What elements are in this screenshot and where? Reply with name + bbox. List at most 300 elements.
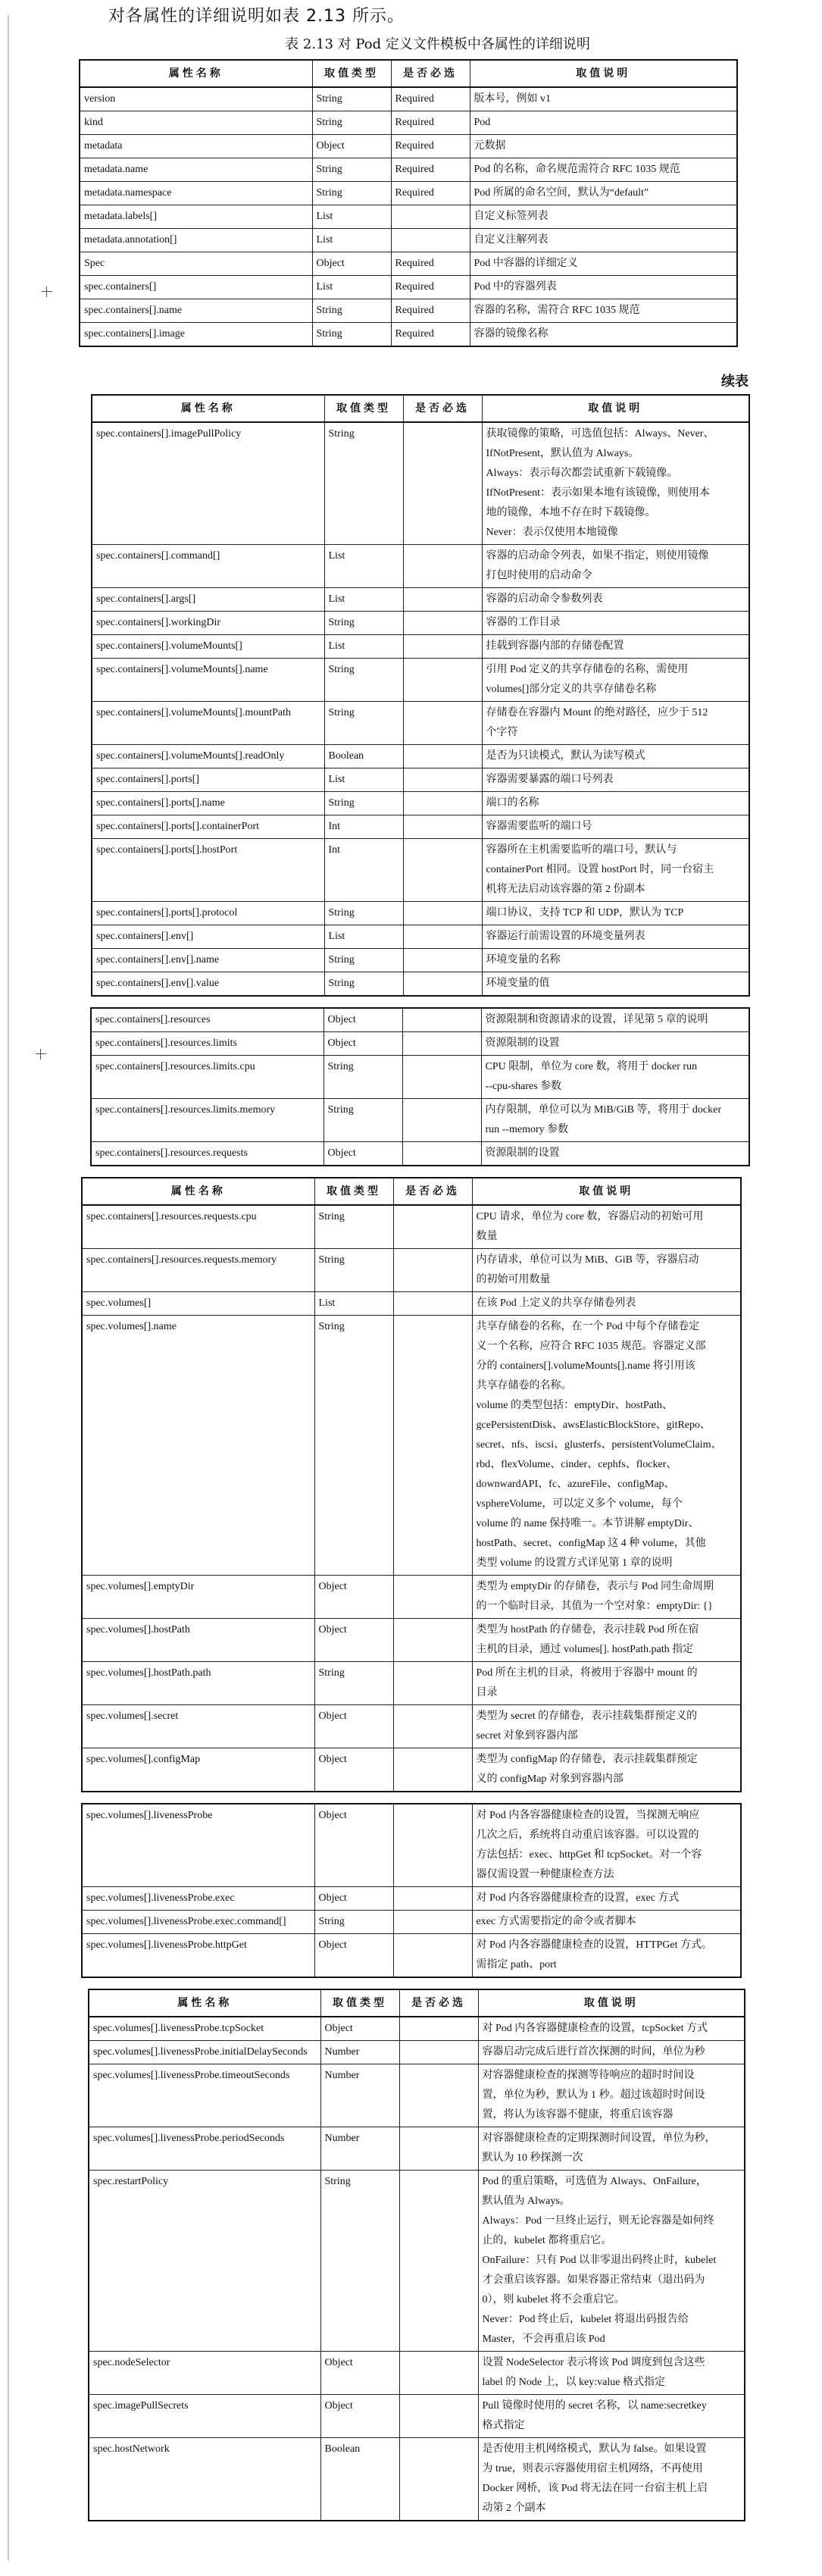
description-line: 环境变量的名称: [486, 954, 561, 966]
header-required: 是否必选: [391, 60, 470, 87]
value-description: [482, 972, 749, 997]
crosshair-mark-icon: [36, 1049, 46, 1060]
description-line: 为 true，则表示容器使用宿主机网络，不再使用: [482, 2463, 703, 2474]
description-line: 类型为 emptyDir 的存储卷，表示与 Pod 同生命周期: [476, 1581, 714, 1592]
required-flag: [393, 1619, 472, 1662]
description-line: 挂载到容器内部的存储卷配置: [486, 640, 624, 652]
description-line: Pod 所在主机的目录，将被用于容器中 mount 的: [476, 1667, 698, 1679]
value-description: [482, 745, 749, 768]
value-type: String: [312, 87, 391, 111]
description-line: 几次之后，系统将自动重启该容器。可以设置的: [476, 1829, 699, 1841]
value-type: String: [324, 949, 403, 972]
table-row: [92, 545, 749, 588]
table-row: [82, 1887, 741, 1911]
table-row: [89, 2064, 745, 2127]
property-name: metadata: [80, 135, 312, 158]
required-flag: [393, 1748, 472, 1792]
required-flag: Required: [391, 323, 470, 347]
required-flag: [403, 635, 482, 659]
description-line: Pod 的名称，命名规范需符合 RFC 1035 规范: [474, 164, 680, 175]
property-name: spec.volumes[]: [82, 1292, 314, 1316]
value-description: [482, 815, 749, 839]
required-flag: [393, 1205, 472, 1249]
table-row: [82, 1705, 741, 1748]
required-flag: [399, 2041, 478, 2064]
description-line: 置，单位为秒，默认为 1 秒。超过该超时时间设: [482, 2089, 705, 2101]
value-type: String: [324, 792, 403, 815]
required-flag: [403, 702, 482, 745]
table-row: [82, 1249, 741, 1292]
description-line: 对 Pod 内各容器健康检查的设置，HTTPGet 方式。: [476, 1939, 712, 1951]
description-line: run --memory 参数: [485, 1124, 569, 1135]
description-line: 容器启动完成后进行首次探测的时间，单位为秒: [482, 2046, 705, 2058]
value-description: [482, 949, 749, 972]
description-line: 的一个临时目录，其值为一个空对象：emptyDir: {}: [476, 1601, 713, 1612]
value-description: [470, 87, 737, 111]
description-line: 格式指定: [482, 2420, 525, 2431]
description-line: containerPort 相同。设置 hostPort 时，同一台宿主: [486, 864, 714, 875]
table-row: [92, 949, 749, 972]
value-type: String: [324, 659, 403, 702]
description-line: 目录: [476, 1687, 498, 1698]
value-description: [470, 276, 737, 299]
description-line: volume 的 name 保持唯一。本节讲解 emptyDir、: [476, 1518, 699, 1529]
table-row: [92, 925, 749, 949]
property-name: spec.containers[].ports[].hostPort: [92, 839, 324, 902]
required-flag: Required: [391, 158, 470, 182]
table-row: [92, 745, 749, 768]
description-line: CPU 限制，单位为 core 数，将用于 docker run: [485, 1061, 698, 1072]
required-flag: [402, 1008, 481, 1032]
table-row: [82, 1619, 741, 1662]
table-row: [92, 422, 749, 545]
value-type: String: [320, 2171, 399, 2352]
table-row: [89, 2352, 745, 2395]
property-table: [79, 59, 738, 347]
value-description: [472, 1619, 741, 1662]
header-property-name: 属性名称: [92, 395, 324, 422]
description-line: Docker 网桥，该 Pod 将无法在同一台宿主机上启: [482, 2483, 708, 2494]
property-name: spec.nodeSelector: [89, 2352, 320, 2395]
value-description: [478, 2171, 745, 2352]
property-name: spec.volumes[].livenessProbe.httpGet: [82, 1934, 314, 1978]
description-line: 自定义标签列表: [474, 211, 549, 222]
value-description: [478, 2127, 745, 2171]
value-description: [478, 2352, 745, 2395]
value-type: Int: [324, 815, 403, 839]
table-block: [0, 1177, 822, 1792]
value-type: Object: [323, 1142, 402, 1166]
table-caption: 表 2.13 对 Pod 定义文件模板中各属性的详细说明: [285, 36, 590, 52]
table-row: [80, 87, 737, 111]
property-name: Spec: [80, 252, 312, 276]
header-value-desc: 取值说明: [478, 1989, 745, 2017]
description-line: hostPath、secret、configMap 这 4 种 volume，其他: [476, 1538, 706, 1549]
required-flag: [393, 1662, 472, 1705]
table-row: [92, 588, 749, 612]
property-name: spec.containers[].ports[].protocol: [92, 902, 324, 925]
property-table: [81, 1803, 742, 1978]
value-description: [482, 768, 749, 792]
value-description: [482, 545, 749, 588]
required-flag: [391, 229, 470, 252]
table-row: [89, 2041, 745, 2064]
header-required: 是否必选: [403, 395, 482, 422]
value-description: [478, 2438, 745, 2521]
description-line: 义一个名称，应符合 RFC 1035 规范。容器定义部: [476, 1341, 706, 1352]
description-line: 端口的名称: [486, 797, 539, 809]
description-line: 共享存储卷的名称，在一个 Pod 中每个存储卷定: [476, 1321, 700, 1332]
property-name: spec.containers[].resources.requests.cpu: [82, 1205, 314, 1249]
value-description: [481, 1056, 749, 1099]
table-header-row: [82, 1178, 741, 1205]
table-row: [82, 1748, 741, 1792]
value-description: [481, 1032, 749, 1056]
required-flag: Required: [391, 111, 470, 135]
value-type: String: [324, 902, 403, 925]
description-line: 内存限制，单位可以为 MiB/GiB 等，将用于 docker: [485, 1104, 721, 1116]
value-type: Object: [323, 1032, 402, 1056]
value-description: [472, 1205, 741, 1249]
description-line: 端口协议，支持 TCP 和 UDP，默认为 TCP: [486, 907, 684, 919]
required-flag: [402, 1056, 481, 1099]
description-line: 获取镜像的策略，可选值包括：Always、Never、: [486, 428, 714, 440]
value-description: [470, 205, 737, 229]
value-description: [472, 1748, 741, 1792]
description-line: Never：表示仅使用本地镜像: [486, 527, 618, 538]
value-type: List: [324, 768, 403, 792]
value-description: [470, 135, 737, 158]
value-type: Object: [323, 1008, 402, 1032]
value-type: String: [312, 182, 391, 205]
table-row: [82, 1934, 741, 1978]
table-row: [92, 635, 749, 659]
description-line: volume 的类型包括：emptyDir、hostPath、: [476, 1400, 673, 1411]
value-description: [482, 659, 749, 702]
property-name: spec.containers[].env[]: [92, 925, 324, 949]
required-flag: Required: [391, 182, 470, 205]
table-row: [82, 1804, 741, 1887]
description-line: secret 对象到容器内部: [476, 1730, 578, 1742]
description-line: 容器的镜像名称: [474, 328, 549, 340]
required-flag: Required: [391, 87, 470, 111]
table-block: [0, 59, 822, 347]
table-row: [82, 1576, 741, 1619]
property-name: spec.hostNetwork: [89, 2438, 320, 2521]
value-type: String: [314, 1911, 393, 1934]
description-line: gcePersistentDisk、awsElasticBlockStore、gitRepo、: [476, 1419, 711, 1431]
description-line: 对 Pod 内各容器健康检查的设置，tcpSocket 方式: [482, 2023, 708, 2034]
header-required: 是否必选: [399, 1989, 478, 2017]
required-flag: [391, 205, 470, 229]
description-line: 容器需要监听的端口号: [486, 821, 592, 832]
value-description: [472, 1911, 741, 1934]
table-row: [89, 2127, 745, 2171]
description-line: 方法包括：exec、httpGet 和 tcpSocket。对一个容: [476, 1849, 702, 1861]
description-line: 是否使用主机网络模式，默认为 false。如果设置: [482, 2443, 707, 2455]
property-name: version: [80, 87, 312, 111]
required-flag: [403, 902, 482, 925]
required-flag: [399, 2064, 478, 2127]
value-description: [482, 839, 749, 902]
description-line: label 的 Node 上，以 key:value 格式指定: [482, 2377, 665, 2388]
property-name: metadata.labels[]: [80, 205, 312, 229]
description-line: 资源限制和资源请求的设置，详见第 5 章的说明: [485, 1014, 708, 1025]
description-line: 需指定 path、port: [476, 1959, 557, 1970]
table-block: [0, 1007, 822, 1166]
required-flag: [393, 1911, 472, 1934]
value-type: String: [323, 1099, 402, 1142]
required-flag: [399, 2352, 478, 2395]
table-row: [82, 1911, 741, 1934]
description-line: 容器运行前需设置的环境变量列表: [486, 931, 645, 942]
table-header-row: [89, 1989, 745, 2017]
property-name: spec.containers[].resources.requests.memory: [82, 1249, 314, 1292]
value-type: List: [312, 205, 391, 229]
required-flag: [393, 1249, 472, 1292]
table-row: [92, 768, 749, 792]
table-row: [80, 182, 737, 205]
description-line: 打包时使用的启动命令: [486, 570, 592, 581]
description-line: --cpu-shares 参数: [485, 1081, 562, 1092]
property-name: spec.volumes[].name: [82, 1316, 314, 1576]
description-line: Pod 的重启策略，可选值为 Always、OnFailure，: [482, 2176, 707, 2187]
value-description: [472, 1934, 741, 1978]
property-name: spec.restartPolicy: [89, 2171, 320, 2352]
header-value-type: 取值类型: [314, 1178, 393, 1205]
header-value-type: 取值类型: [320, 1989, 399, 2017]
description-line: 个字符: [486, 727, 518, 738]
value-type: String: [324, 972, 403, 997]
description-line: Pod 中容器的详细定义: [474, 258, 578, 269]
value-type: List: [312, 276, 391, 299]
property-name: spec.containers[].resources.limits.memory: [91, 1099, 323, 1142]
intro-text: 对各属性的详细说明如表 2.13 所示。: [108, 7, 405, 26]
property-name: metadata.name: [80, 158, 312, 182]
value-description: [472, 1292, 741, 1316]
value-type: List: [324, 545, 403, 588]
property-name: spec.containers[].volumeMounts[].readOnly: [92, 745, 324, 768]
required-flag: [393, 1934, 472, 1978]
value-type: Int: [324, 839, 403, 902]
description-line: Never：Pod 终止后，kubelet 将退出码报告给: [482, 2314, 689, 2325]
value-type: String: [324, 612, 403, 635]
property-name: spec.containers[].image: [80, 323, 312, 347]
value-description: [481, 1008, 749, 1032]
required-flag: [402, 1142, 481, 1166]
description-line: 对容器健康检查的探测等待响应的超时时间设: [482, 2070, 695, 2081]
value-description: [472, 1316, 741, 1576]
description-line: 类型为 configMap 的存储卷，表示挂载集群预定: [476, 1754, 698, 1765]
table-row: [89, 2438, 745, 2521]
continued-row: [0, 370, 749, 394]
value-type: Object: [314, 1619, 393, 1662]
table-row: [91, 1056, 749, 1099]
table-block: [0, 370, 822, 997]
table-row: [80, 323, 737, 347]
required-flag: Required: [391, 252, 470, 276]
description-line: 类型为 hostPath 的存储卷，表示挂载 Pod 所在宿: [476, 1624, 699, 1635]
required-flag: [393, 1316, 472, 1576]
value-description: [470, 158, 737, 182]
required-flag: [403, 768, 482, 792]
value-type: Object: [314, 1576, 393, 1619]
property-name: spec.volumes[].livenessProbe.timeoutSeconds: [89, 2064, 320, 2127]
value-type: Number: [320, 2064, 399, 2127]
description-line: 动第 2 个副本: [482, 2502, 546, 2514]
property-name: spec.containers[].volumeMounts[]: [92, 635, 324, 659]
value-type: Boolean: [324, 745, 403, 768]
description-line: 是否为只读模式，默认为读写模式: [486, 750, 645, 762]
value-type: String: [314, 1205, 393, 1249]
header-value-desc: 取值说明: [482, 395, 749, 422]
table-row: [92, 702, 749, 745]
value-description: [470, 182, 737, 205]
description-line: 内存请求，单位可以为 MiB、GiB 等，容器启动: [476, 1254, 699, 1266]
required-flag: [403, 792, 482, 815]
table-row: [92, 659, 749, 702]
property-name: metadata.annotation[]: [80, 229, 312, 252]
value-type: Object: [312, 252, 391, 276]
value-type: String: [314, 1249, 393, 1292]
property-table: [91, 394, 750, 997]
crosshair-mark-icon: [42, 286, 52, 297]
property-name: kind: [80, 111, 312, 135]
value-type: Object: [314, 1887, 393, 1911]
value-type: Object: [314, 1804, 393, 1887]
value-description: [478, 2395, 745, 2438]
header-property-name: 属性名称: [80, 60, 312, 87]
description-line: 元数据: [474, 140, 506, 152]
header-value-desc: 取值说明: [472, 1178, 741, 1205]
value-description: [482, 588, 749, 612]
property-name: spec.containers[].env[].name: [92, 949, 324, 972]
table-row: [89, 2171, 745, 2352]
description-line: 类型为 secret 的存储卷，表示挂载集群预定义的: [476, 1711, 698, 1722]
required-flag: [402, 1032, 481, 1056]
description-line: 默认值为 Always。: [482, 2196, 570, 2207]
property-name: spec.volumes[].livenessProbe.exec.command[]: [82, 1911, 314, 1934]
description-line: 器仅需设置一种健康检查方法: [476, 1869, 614, 1880]
required-flag: [402, 1099, 481, 1142]
description-line: 置，将认为该容器不健康，将重启该容器: [482, 2109, 674, 2121]
description-line: volumes[]部分定义的共享存储卷名称: [486, 684, 657, 695]
value-description: [478, 2041, 745, 2064]
description-line: Pod: [474, 117, 491, 128]
required-flag: [393, 1292, 472, 1316]
description-line: IfNotPresent：表示如果本地有该镜像，则使用本: [486, 487, 711, 499]
value-description: [470, 299, 737, 323]
description-line: 容器的工作目录: [486, 617, 561, 628]
table-block: [0, 1803, 822, 1978]
value-description: [470, 323, 737, 347]
table-row: [82, 1292, 741, 1316]
description-line: 版本号，例如 v1: [474, 93, 551, 105]
required-flag: [403, 972, 482, 997]
property-name: spec.containers[].volumeMounts[].name: [92, 659, 324, 702]
continued-label: 续表: [721, 374, 749, 390]
property-name: spec.imagePullSecrets: [89, 2395, 320, 2438]
table-header-row: [80, 60, 737, 87]
table-row: [92, 792, 749, 815]
value-type: Object: [320, 2017, 399, 2041]
property-name: spec.containers[].resources.limits.cpu: [91, 1056, 323, 1099]
table-row: [80, 252, 737, 276]
table-row: [92, 815, 749, 839]
property-name: spec.containers[].env[].value: [92, 972, 324, 997]
value-type: String: [314, 1662, 393, 1705]
description-line: secret、nfs、iscsi、glusterfs、persistentVolumeClaim、: [476, 1439, 722, 1451]
description-line: IfNotPresent，默认值为 Always。: [486, 448, 639, 459]
description-line: 对容器健康检查的定期探测时间设置，单位为秒，: [482, 2133, 716, 2144]
table-row: [80, 158, 737, 182]
property-name: spec.containers[]: [80, 276, 312, 299]
table-row: [80, 135, 737, 158]
required-flag: [403, 745, 482, 768]
property-name: spec.volumes[].secret: [82, 1705, 314, 1748]
value-type: Object: [314, 1705, 393, 1748]
value-type: String: [312, 299, 391, 323]
property-name: spec.volumes[].livenessProbe.tcpSocket: [89, 2017, 320, 2041]
property-name: spec.containers[].args[]: [92, 588, 324, 612]
property-name: spec.containers[].name: [80, 299, 312, 323]
value-description: [470, 111, 737, 135]
description-line: OnFailure：只有 Pod 以非零退出码终止时，kubelet: [482, 2255, 717, 2266]
property-name: metadata.namespace: [80, 182, 312, 205]
description-line: 止的，kubelet 都将重启它。: [482, 2235, 612, 2246]
value-type: String: [324, 422, 403, 545]
required-flag: [403, 422, 482, 545]
header-required: 是否必选: [393, 1178, 472, 1205]
table-row: [89, 2395, 745, 2438]
description-line: 分的 containers[].volumeMounts[].name 将引用该: [476, 1360, 695, 1372]
value-type: Number: [320, 2041, 399, 2064]
description-line: Always：表示每次都尝试重新下载镜像。: [486, 468, 678, 479]
property-name: spec.volumes[].hostPath: [82, 1619, 314, 1662]
header-value-desc: 取值说明: [470, 60, 737, 87]
value-type: List: [312, 229, 391, 252]
table-row: [82, 1662, 741, 1705]
required-flag: [393, 1887, 472, 1911]
description-line: 机将无法启动该容器的第 2 份副本: [486, 884, 645, 895]
header-value-type: 取值类型: [312, 60, 391, 87]
property-name: spec.volumes[].livenessProbe.exec: [82, 1887, 314, 1911]
description-line: rbd、flexVolume、cinder、cephfs、flocker、: [476, 1459, 677, 1470]
value-type: List: [324, 588, 403, 612]
property-name: spec.containers[].ports[].name: [92, 792, 324, 815]
description-line: vsphereVolume，可以定义多个 volume，每个: [476, 1498, 683, 1510]
required-flag: Required: [391, 135, 470, 158]
property-name: spec.containers[].imagePullPolicy: [92, 422, 324, 545]
property-table: [88, 1989, 745, 2521]
value-type: String: [312, 323, 391, 347]
required-flag: [393, 1576, 472, 1619]
value-type: Boolean: [320, 2438, 399, 2521]
value-description: [472, 1249, 741, 1292]
value-description: [481, 1142, 749, 1166]
value-description: [482, 612, 749, 635]
header-value-type: 取值类型: [324, 395, 403, 422]
table-row: [80, 229, 737, 252]
value-description: [470, 229, 737, 252]
table-row: [92, 902, 749, 925]
property-name: spec.volumes[].hostPath.path: [82, 1662, 314, 1705]
description-line: Pod 所属的命名空间，默认为“default”: [474, 187, 649, 199]
value-type: String: [323, 1056, 402, 1099]
value-description: [472, 1804, 741, 1887]
description-line: 0），则 kubelet 将不会重启它。: [482, 2294, 625, 2305]
value-type: Object: [320, 2352, 399, 2395]
